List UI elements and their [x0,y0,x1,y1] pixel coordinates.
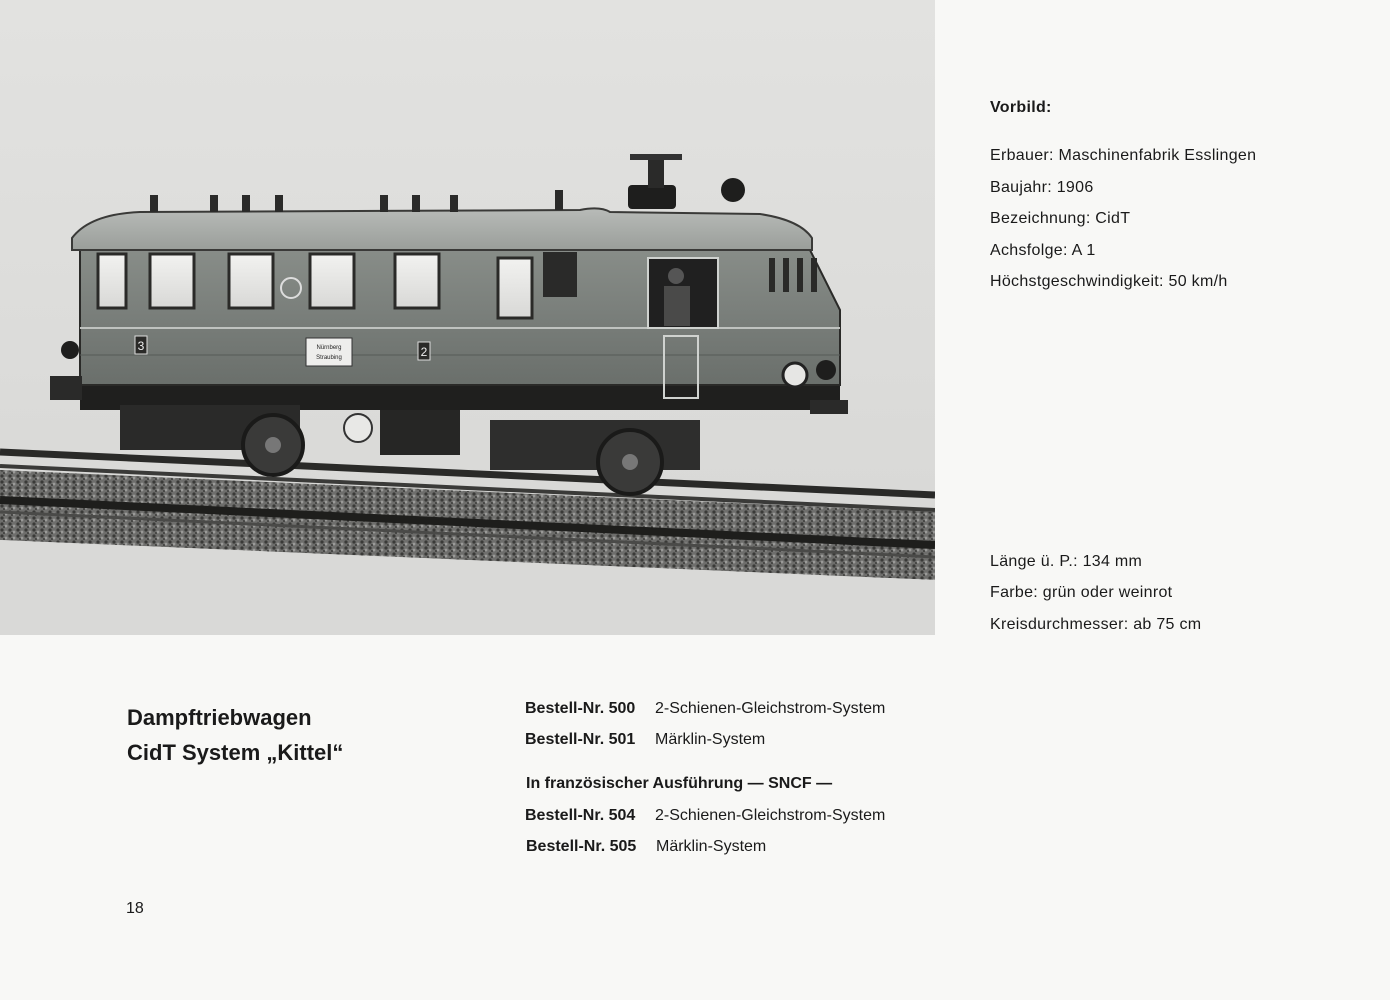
spec-bezeichnung: Bezeichnung: CidT [990,210,1131,227]
order-system: Märklin-System [656,838,767,855]
order-number: Bestell-Nr. 505 [526,838,637,855]
title-line-2: CidT System „Kittel“ [127,740,344,765]
spec-erbauer: Erbauer: Maschinenfabrik Esslingen [990,147,1257,164]
spec-baujahr: Baujahr: 1906 [990,179,1094,196]
order-number: Bestell-Nr. 501 [525,731,636,748]
page-number: 18 [126,900,144,917]
chimney [628,185,676,209]
destination-sign [306,338,352,366]
locomotive-photo [0,0,935,635]
order-system: Märklin-System [655,731,766,748]
order-system: 2-Schienen-Gleichstrom-System [655,807,886,824]
title-line-1: Dampftriebwagen [127,705,312,730]
order-row [525,730,765,750]
sign-line-2: Straubing [316,355,342,361]
railcar-illustration [0,0,935,635]
french-version-heading: In französischer Ausführung — SNCF — [526,775,833,792]
spec-farbe: Farbe: grün oder weinrot [990,584,1173,601]
order-row [525,806,885,826]
spec-kreisdurchmesser: Kreisdurchmesser: ab 75 cm [990,616,1202,633]
sign-line-1: Nürnberg [316,345,342,351]
order-number: Bestell-Nr. 504 [525,807,636,824]
spec-laenge: Länge ü. P.: 134 mm [990,553,1143,570]
order-row [526,837,766,857]
railcar-roof [72,208,812,250]
order-number: Bestell-Nr. 500 [525,700,636,717]
order-system: 2-Schienen-Gleichstrom-System [655,700,886,717]
class-number-2: 2 [420,345,428,359]
order-row [525,699,885,719]
page-title [127,700,343,770]
spec-achsfolge: Achsfolge: A 1 [990,242,1096,259]
vorbild-heading: Vorbild: [990,99,1052,116]
class-number-3: 3 [137,339,145,353]
spec-hoechstgeschwindigkeit: Höchstgeschwindigkeit: 50 km/h [990,273,1228,290]
